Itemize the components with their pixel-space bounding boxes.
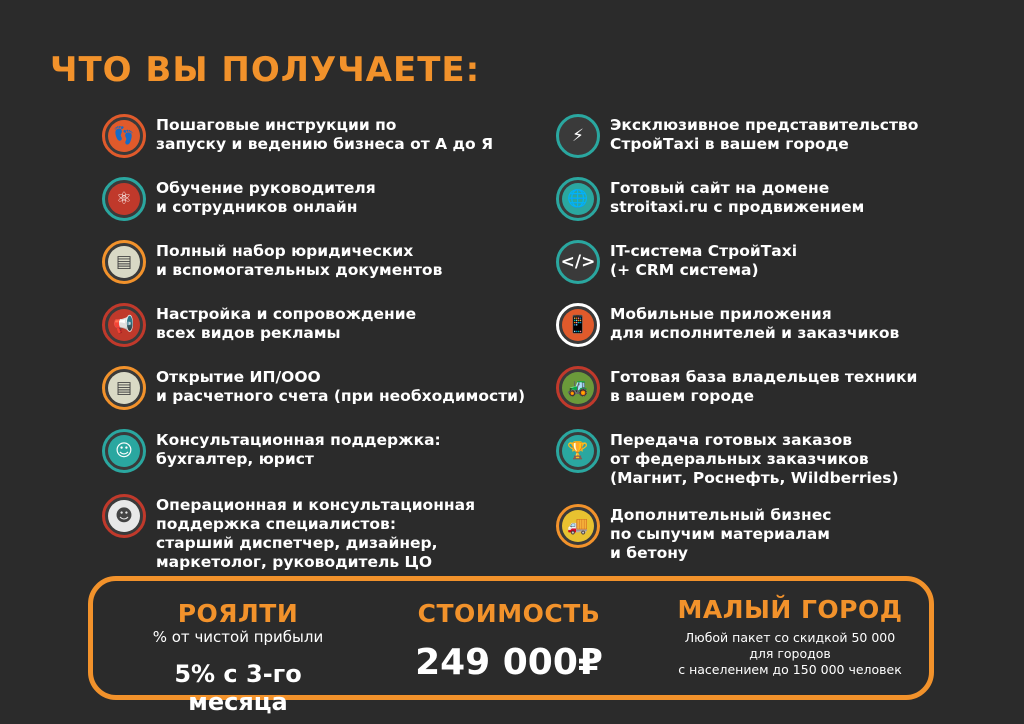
benefit-item — [556, 112, 976, 158]
specialist-face-icon: ☻ — [102, 494, 146, 538]
benefit-text: Готовый сайт на домене stroitaxi.ru с продвижением — [610, 179, 865, 216]
benefit-item — [102, 238, 532, 284]
benefit-item — [102, 492, 532, 572]
benefit-item — [102, 301, 532, 347]
small-city-block — [665, 595, 915, 678]
code-icon: </> — [556, 240, 600, 284]
benefit-item — [102, 112, 532, 158]
royalty-subtitle: % от чистой прибыли — [152, 628, 324, 646]
benefit-item — [556, 427, 976, 488]
document-icon: ▤ — [102, 240, 146, 284]
benefit-item — [556, 238, 976, 284]
support-operator-icon: ☺ — [102, 429, 146, 473]
tractor-icon: 🚜 — [556, 366, 600, 410]
benefit-item — [556, 502, 976, 563]
benefit-text: Готовая база владельцев техники в вашем городе — [610, 368, 918, 405]
benefit-item — [556, 175, 976, 221]
cost-value: 249 000₽ — [415, 642, 603, 683]
small-city-heading: МАЛЫЙ ГОРОД — [677, 595, 903, 624]
cost-heading: СТОИМОСТЬ — [417, 599, 601, 628]
small-city-text: Любой пакет со скидкой 50 000 для городов с населением до 150 000 человек — [678, 630, 902, 677]
pricing-panel — [88, 576, 934, 716]
dump-truck-icon: 🚚 — [556, 504, 600, 548]
benefit-text: Мобильные приложения для исполнителей и заказчиков — [610, 305, 900, 342]
royalty-heading: РОЯЛТИ — [177, 599, 299, 628]
benefit-item — [102, 427, 532, 473]
benefit-text: Пошаговые инструкции по запуску и ведению бизнеса от А до Я — [156, 116, 494, 153]
benefit-item — [556, 301, 976, 347]
benefit-text: Эксклюзивное представительство СтройТахі в вашем городе — [610, 116, 919, 153]
globe-icon: 🌐 — [556, 177, 600, 221]
trophy-icon: 🏆 — [556, 429, 600, 473]
royalty-value: 5% с 3-го месяца — [174, 660, 302, 716]
benefit-item — [556, 364, 976, 410]
document-icon: ▤ — [102, 366, 146, 410]
benefit-text: Открытие ИП/ООО и расчетного счета (при необходимости) — [156, 368, 526, 405]
benefit-text: IT-система СтройТахі (+ CRM система) — [610, 242, 798, 279]
benefit-text: Обучение руководителя и сотрудников онлайн — [156, 179, 376, 216]
benefit-text: Полный набор юридических и вспомогательных документов — [156, 242, 443, 279]
benefit-text: Операционная и консультационная поддержка специалистов: старший диспетчер, дизайнер, маркетолог, руководитель ЦО — [156, 496, 476, 571]
mobile-app-icon: 📱 — [556, 303, 600, 347]
footprints-icon: 👣 — [102, 114, 146, 158]
royalty-block — [133, 599, 343, 716]
benefit-item — [102, 175, 532, 221]
benefit-text: Передача готовых заказов от федеральных заказчиков (Магнит, Роснефть, Wildberries) — [610, 431, 899, 487]
cost-block — [409, 599, 609, 683]
benefit-item — [102, 364, 532, 410]
benefit-text: Настройка и сопровождение всех видов рекламы — [156, 305, 417, 342]
lightning-icon: ⚡ — [556, 114, 600, 158]
benefit-text: Консультационная поддержка: бухгалтер, юрист — [156, 431, 441, 468]
benefits-right-column — [556, 112, 976, 563]
benefits-left-column — [102, 112, 532, 572]
page-title: ЧТО ВЫ ПОЛУЧАЕТЕ: — [50, 50, 481, 90]
benefit-text: Дополнительный бизнес по сыпучим материалам и бетону — [610, 506, 832, 562]
megaphone-icon: 📢 — [102, 303, 146, 347]
atom-icon: ⚛ — [102, 177, 146, 221]
